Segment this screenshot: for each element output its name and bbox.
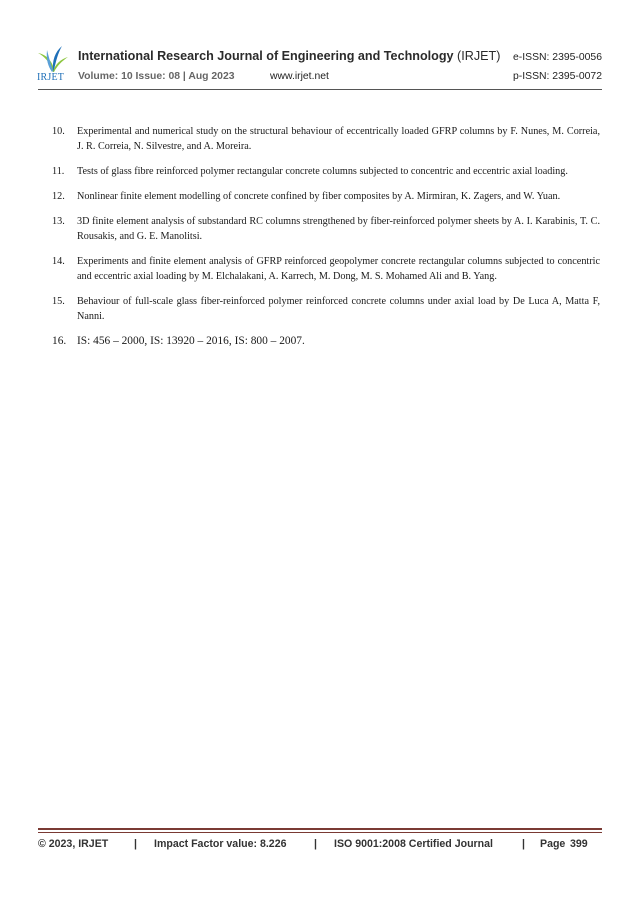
- reference-list: [52, 124, 600, 359]
- reference-text: Tests of glass fibre reinforced polymer rectangular concrete columns subjected to concentric and eccentric axial loading.: [77, 166, 568, 177]
- reference-item: [52, 294, 600, 324]
- page-footer: [38, 838, 602, 854]
- reference-number: 16.: [52, 335, 67, 347]
- journal-abbr: (IRJET): [457, 49, 501, 63]
- footer-divider-thick: [38, 828, 602, 830]
- eissn: e-ISSN: 2395-0056: [513, 52, 602, 63]
- reference-text: Behaviour of full-scale glass fiber-reinforced polymer reinforced concrete columns under axial load by De Luca A, Matta F, Nanni.: [77, 296, 600, 322]
- journal-name: International Research Journal of Engineering and Technology: [78, 49, 454, 63]
- footer-separator: |: [134, 838, 137, 850]
- page-header: [36, 44, 602, 88]
- reference-number: 12.: [52, 191, 65, 202]
- impact-factor: Impact Factor value: 8.226: [154, 838, 287, 850]
- reference-item: [52, 164, 600, 179]
- reference-number: 15.: [52, 296, 65, 307]
- pissn: p-ISSN: 2395-0072: [513, 71, 602, 82]
- leaf-icon: [36, 44, 70, 74]
- website-link[interactable]: www.irjet.net: [270, 71, 329, 82]
- issue-info: Volume: 10 Issue: 08 | Aug 2023: [78, 71, 235, 82]
- reference-number: 13.: [52, 216, 65, 227]
- reference-item: [52, 124, 600, 154]
- header-divider: [38, 89, 602, 90]
- reference-text: Nonlinear finite element modelling of concrete confined by fiber composites by A. Mirmiran, K. Zagers, and W. Yuan.: [77, 191, 561, 202]
- copyright: © 2023, IRJET: [38, 838, 109, 850]
- logo-text: IRJET: [37, 72, 65, 83]
- irjet-logo: [36, 44, 70, 84]
- iso-certification: ISO 9001:2008 Certified Journal: [334, 838, 493, 850]
- reference-item: [52, 254, 600, 284]
- reference-number: 10.: [52, 126, 65, 137]
- page-label: Page: [540, 838, 566, 850]
- reference-item: [52, 214, 600, 244]
- footer-separator: |: [522, 838, 525, 850]
- reference-number: 14.: [52, 256, 65, 267]
- reference-text: Experimental and numerical study on the structural behaviour of eccentrically loaded GFRP columns by F. Nunes, M. Correia, J. R. Correia, N. Silvestre, and A. Moreira.: [77, 126, 600, 152]
- page-number: 399: [570, 838, 588, 850]
- reference-text: 3D finite element analysis of substandard RC columns strengthened by fiber-reinforced polymer sheets by A. I. Karabinis, T. C. Rousakis, and G. E. Manolitsi.: [77, 216, 600, 242]
- reference-text: IS: 456 – 2000, IS: 13920 – 2016, IS: 800 – 2007.: [77, 335, 305, 347]
- reference-number: 11.: [52, 166, 65, 177]
- journal-title: [78, 49, 500, 63]
- footer-divider-thin: [38, 832, 602, 833]
- reference-item: [52, 189, 600, 204]
- reference-text: Experiments and finite element analysis of GFRP reinforced geopolymer concrete rectangular columns subjected to concentric and eccentric axial loading by M. Elchalakani, A. Karrech, M. Dong, M. S. Mohamed Ali and B. Yang.: [77, 256, 600, 282]
- reference-item: [52, 334, 600, 349]
- footer-separator: |: [314, 838, 317, 850]
